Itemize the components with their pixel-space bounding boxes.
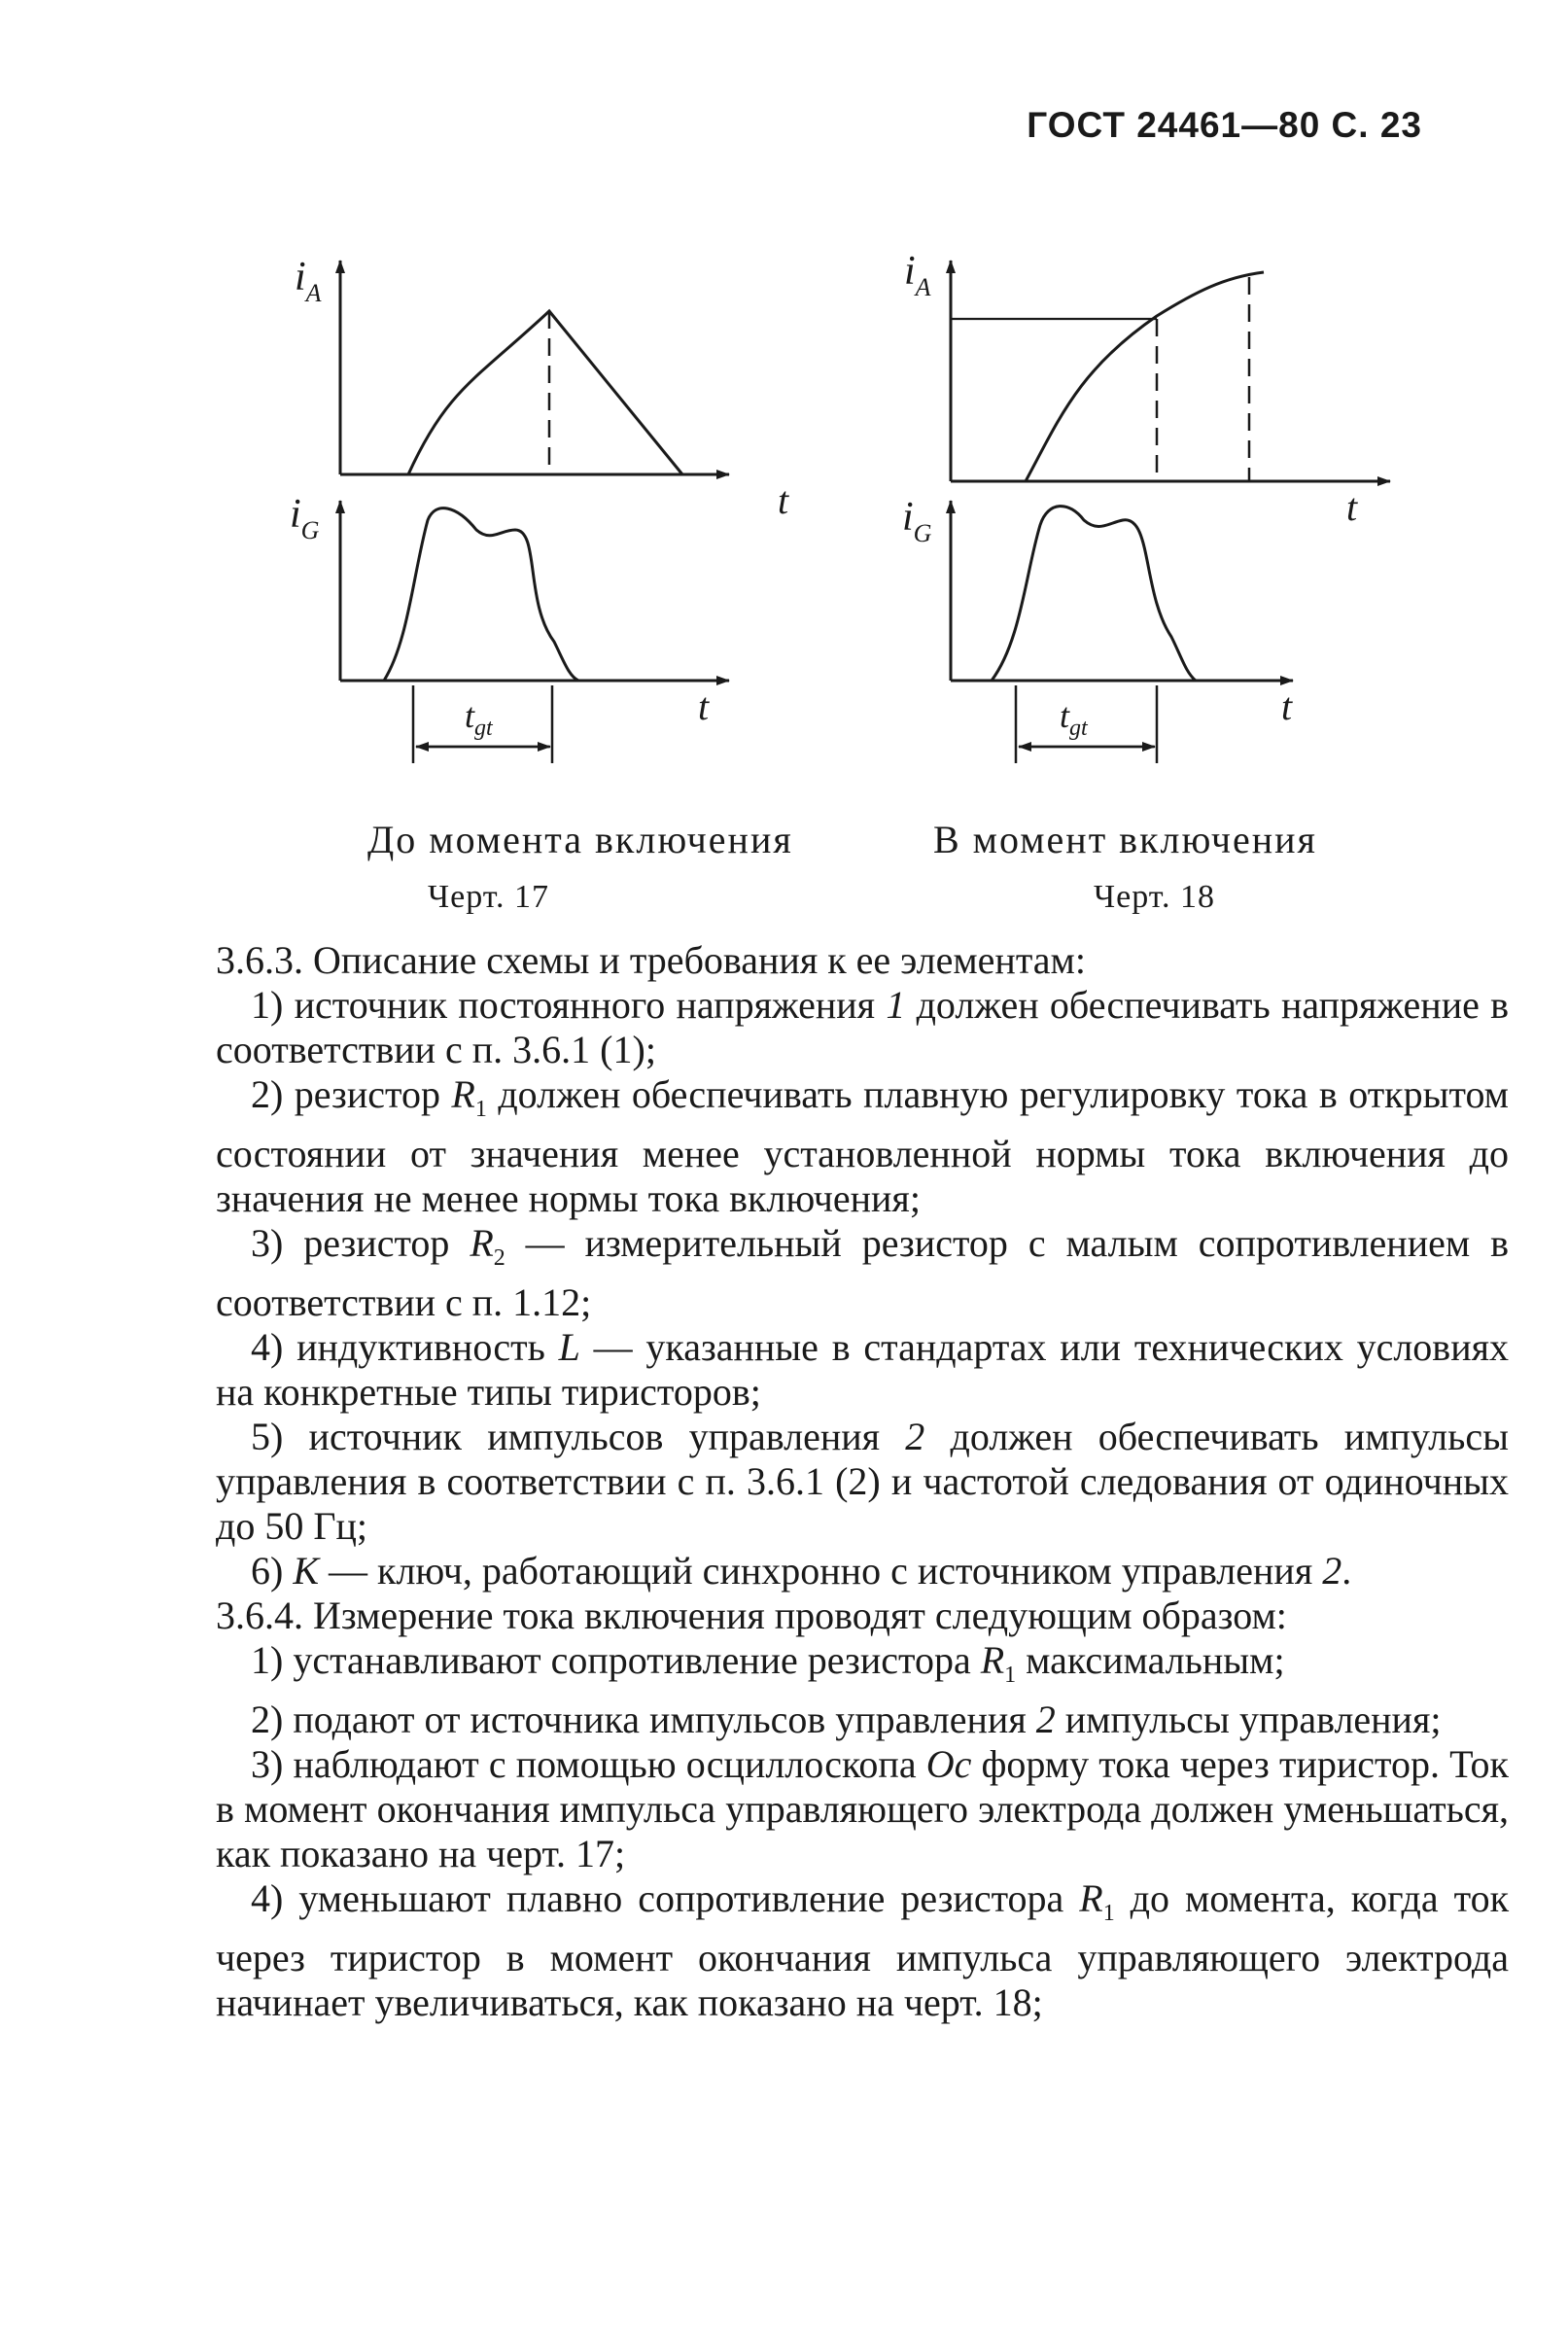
figure-18 xyxy=(951,261,1390,763)
fig18-gate-current-curve xyxy=(992,507,1196,681)
figures-area xyxy=(0,0,1568,933)
list-item-1: 1) источник постоянного напряжения 1 должен обеспечивать напряжение в соответствии с п. 3.6.1 (1); xyxy=(216,983,1509,1071)
paragraph-3-6-4: 3.6.4. Измерение тока включения проводят следующим образом: xyxy=(216,1593,1287,1637)
list-item-2: 2) резистор $R_1$ должен обеспечивать плавную регулировку тока в открытом состоянии от значения менее установленной нормы тока включения до значения не менее нормы тока включения; xyxy=(216,1072,1509,1220)
fig18-number: Черт. 18 xyxy=(1094,879,1216,915)
step-2: 2) подают от источника импульсов управления 2 импульсы управления; xyxy=(251,1698,1442,1741)
fig17-gate-current-curve xyxy=(384,508,578,681)
step-1: 1) устанавливают сопротивление резистора $R_1$ максимальным; xyxy=(251,1638,1285,1688)
fig17-number: Черт. 17 xyxy=(428,879,550,915)
fig18-ig-label: $i_G$ xyxy=(902,495,932,547)
fig17-caption: До момента включения xyxy=(367,818,793,861)
fig18-top-axes xyxy=(951,261,1390,481)
list-item-4: 4) индуктивность L — указанные в стандартах или технических условиях на конкретные типы тиристоров; xyxy=(216,1325,1509,1414)
fig17-top-axes xyxy=(340,261,729,474)
list-item-5: 5) источник импульсов управления 2 должен обеспечивать импульсы управления в соответствии с п. 3.6.1 (2) и частотой следования от одиночных до 50 Гц; xyxy=(216,1415,1509,1548)
figure-17 xyxy=(340,261,729,763)
paragraph-3-6-3: 3.6.3. Описание схемы и требования к ее элементам: xyxy=(216,938,1086,982)
fig18-tgt-label: $t_{gt}$ xyxy=(1060,696,1088,741)
page-header: ГОСТ 24461—80 С. 23 xyxy=(1027,105,1422,145)
fig17-t-bottom-label: t xyxy=(698,684,710,728)
fig18-bottom-axes xyxy=(951,501,1293,681)
fig18-t-bottom-label: t xyxy=(1281,684,1293,728)
step-3: 3) наблюдают с помощью осциллоскопа Oc форму тока через тиристор. Ток в момент окончания импульса управляющего электрода должен уменьшаться, как показано на черт. 17; xyxy=(216,1742,1509,1875)
fig17-ia-label: $i_A$ xyxy=(295,255,322,307)
body-text xyxy=(216,938,1509,2025)
fig18-t-top-label: t xyxy=(1346,485,1358,529)
fig17-t-top-label: t xyxy=(778,478,789,522)
list-item-6: 6) K — ключ, работающий синхронно с источником управления 2. xyxy=(251,1549,1352,1593)
step-4: 4) уменьшают плавно сопротивление резистора $R_1$ до момента, когда ток через тиристор в момент окончания импульса управляющего электрода начинает увеличиваться, как показано на черт. 18; xyxy=(216,1876,1510,2024)
fig17-ig-label: $i_G$ xyxy=(290,492,320,544)
fig18-anode-current-curve xyxy=(1026,272,1264,481)
fig17-anode-current-curve xyxy=(408,311,682,474)
fig18-caption: В момент включения xyxy=(933,818,1317,861)
fig18-ia-label: $i_A$ xyxy=(904,249,931,301)
fig17-tgt-label: $t_{gt}$ xyxy=(465,696,493,741)
list-item-3: 3) резистор $R_2$ — измерительный резистор с малым сопротивлением в соответствии с п. 1.12; xyxy=(216,1221,1509,1324)
